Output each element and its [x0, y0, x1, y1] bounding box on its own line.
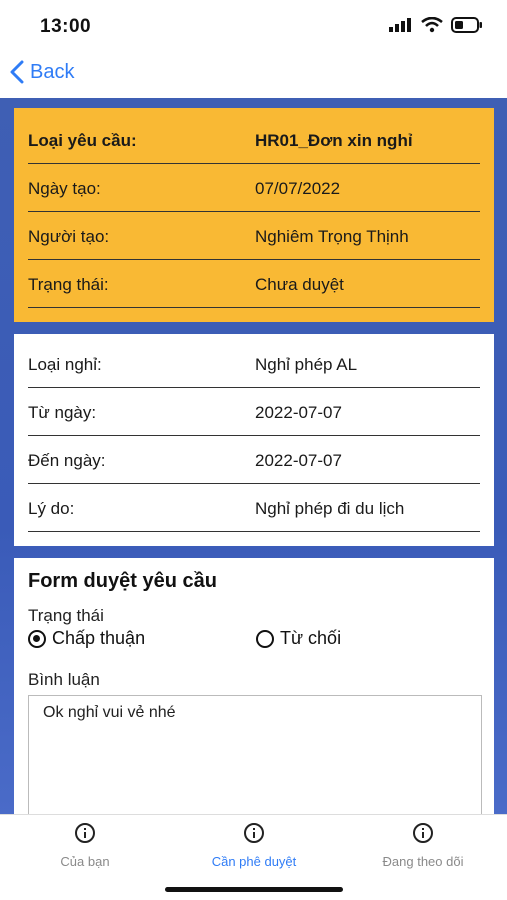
- approve-radio[interactable]: [28, 628, 145, 649]
- from-date-value: 2022-07-07: [255, 403, 342, 422]
- to-date-row: [28, 436, 480, 484]
- creator-label: Người tạo:: [28, 227, 110, 246]
- from-date-label: Từ ngày:: [28, 403, 97, 422]
- request-type-value: HR01_Đơn xin nghỉ: [255, 131, 413, 150]
- created-date-label: Ngày tạo:: [28, 179, 101, 198]
- radio-unchecked-icon: [256, 630, 274, 648]
- leave-details-card: [14, 334, 494, 546]
- reject-radio[interactable]: [256, 628, 341, 649]
- back-label: Back: [30, 60, 75, 83]
- home-indicator: [165, 887, 343, 892]
- status-time: 13:00: [40, 16, 92, 37]
- battery-icon: [451, 17, 483, 33]
- status-bar: [0, 0, 507, 50]
- request-type-row: [28, 116, 480, 164]
- tab-your-requests[interactable]: [20, 823, 150, 869]
- created-date-row: [28, 164, 480, 212]
- to-date-label: Đến ngày:: [28, 451, 106, 470]
- signal-icon: [389, 18, 413, 32]
- tab-label: Cần phê duyệt: [211, 854, 297, 869]
- content-area[interactable]: [0, 98, 507, 814]
- request-type-label: Loại yêu cầu:: [28, 131, 137, 150]
- status-icons: [389, 17, 483, 33]
- reason-row: [28, 484, 480, 532]
- chevron-left-icon: [10, 60, 24, 84]
- creator-value: Nghiêm Trọng Thịnh: [255, 227, 409, 246]
- reason-value: Nghỉ phép đi du lịch: [255, 499, 405, 518]
- tab-bar: [0, 814, 507, 900]
- to-date-value: 2022-07-07: [255, 451, 342, 470]
- radio-checked-icon: [28, 630, 46, 648]
- nav-bar: [0, 50, 507, 98]
- status-value: Chưa duyệt: [255, 275, 344, 294]
- creator-row: [28, 212, 480, 260]
- from-date-row: [28, 388, 480, 436]
- comment-textarea[interactable]: Ok nghỉ vui vẻ nhé: [28, 695, 482, 814]
- info-circle-icon: [413, 823, 433, 843]
- created-date-value: 07/07/2022: [255, 179, 341, 198]
- back-button[interactable]: [10, 60, 74, 84]
- tab-need-approval[interactable]: [189, 823, 319, 869]
- status-field-label: Trạng thái: [28, 606, 104, 625]
- leave-type-row: [28, 340, 480, 388]
- leave-type-label: Loại nghỉ:: [28, 355, 102, 374]
- status-label: Trạng thái:: [28, 275, 109, 294]
- form-title: Form duyệt yêu cầu: [28, 570, 217, 592]
- tab-following[interactable]: [358, 823, 488, 869]
- leave-type-value: Nghỉ phép AL: [255, 355, 358, 374]
- tab-label: Đang theo dõi: [382, 854, 464, 869]
- approve-radio-label: Chấp thuận: [52, 628, 146, 648]
- comment-label: Bình luận: [28, 670, 100, 689]
- request-info-card: [14, 108, 494, 322]
- approval-form-card: [14, 558, 494, 814]
- tab-label: Của bạn: [60, 854, 110, 869]
- reject-radio-label: Từ chối: [280, 628, 342, 648]
- reason-label: Lý do:: [28, 499, 75, 518]
- wifi-icon: [421, 17, 443, 33]
- info-circle-icon: [75, 823, 95, 843]
- status-row: [28, 260, 480, 308]
- info-circle-icon: [244, 823, 264, 843]
